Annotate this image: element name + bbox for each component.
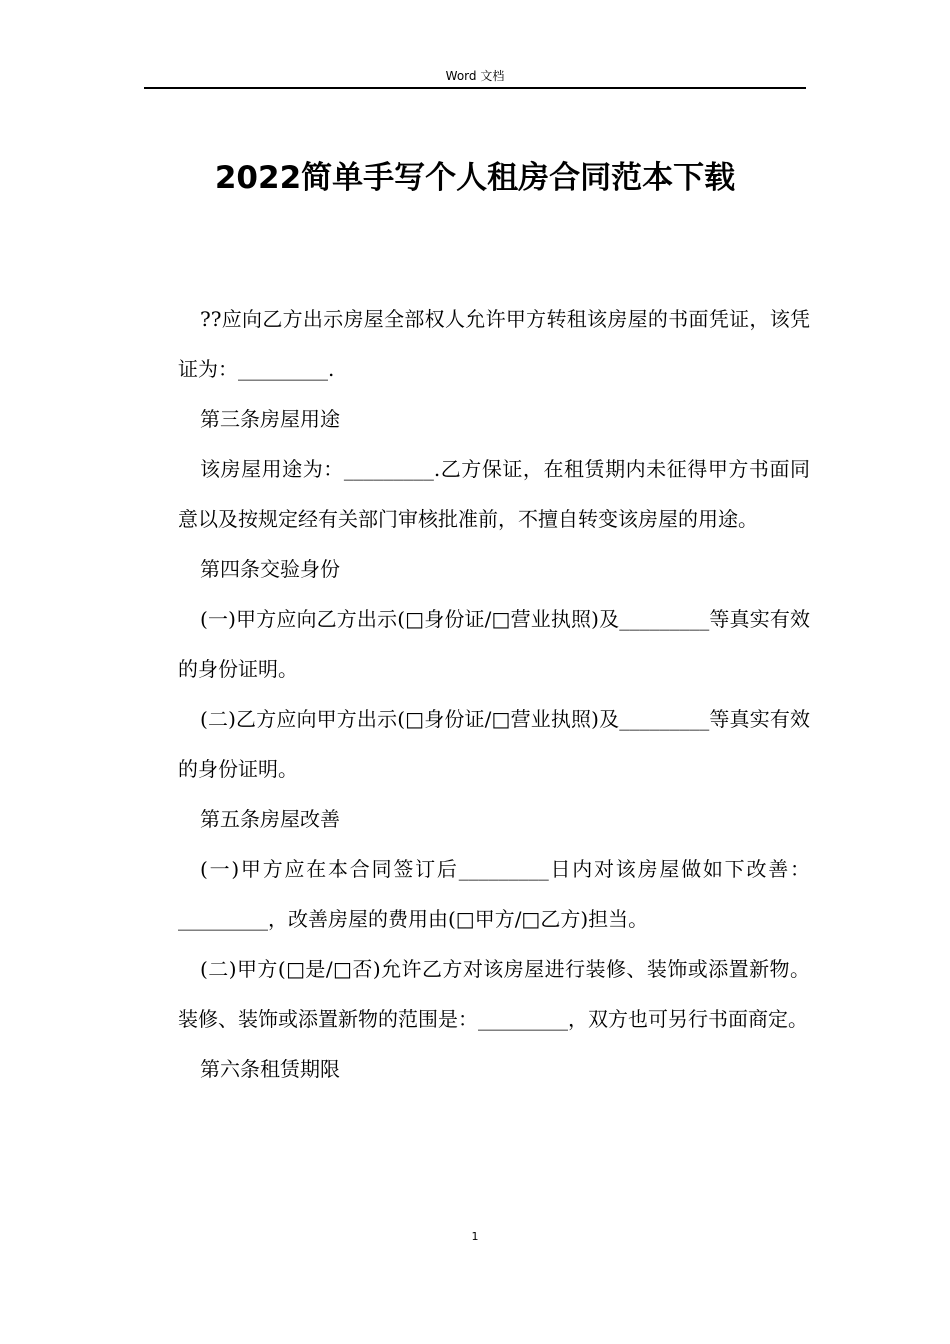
section-heading-article-6: 第六条租赁期限: [200, 1057, 340, 1081]
paragraph-party-a-identity: (一)甲方应向乙方出示(□身份证/□营业执照)及_________等真实有效的身份证明。: [178, 607, 810, 681]
section-heading-article-3: 第三条房屋用途: [200, 407, 340, 431]
page-number: 1: [471, 1230, 479, 1243]
paragraph-renovation-consent: (二)甲方(□是/□否)允许乙方对该房屋进行装修、装饰或添置新物。装修、装饰或添置新物的范围是：_________，双方也可另行书面商定。: [178, 957, 810, 1031]
document-body: [178, 294, 810, 1094]
page-header: Word 文档: [445, 69, 505, 83]
document-title: 2022简单手写个人租房合同范本下载: [214, 160, 736, 196]
header-divider: [144, 87, 806, 89]
paragraph-sublease-proof: ??应向乙方出示房屋全部权人允许甲方转租该房屋的书面凭证，该凭证为：_________.: [178, 307, 810, 381]
paragraph-party-b-identity: (二)乙方应向甲方出示(□身份证/□营业执照)及_________等真实有效的身份证明。: [178, 707, 810, 781]
section-heading-article-5: 第五条房屋改善: [200, 807, 340, 831]
paragraph-improvement-terms: (一)甲方应在本合同签订后_________日内对该房屋做如下改善：_________，改善房屋的费用由(□甲方/□乙方)担当。: [178, 857, 810, 931]
paragraph-house-use: 该房屋用途为：_________.乙方保证，在租赁期内未征得甲方书面同意以及按规定经有关部门审核批准前，不擅自转变该房屋的用途。: [178, 457, 810, 531]
section-heading-article-4: 第四条交验身份: [200, 557, 340, 581]
